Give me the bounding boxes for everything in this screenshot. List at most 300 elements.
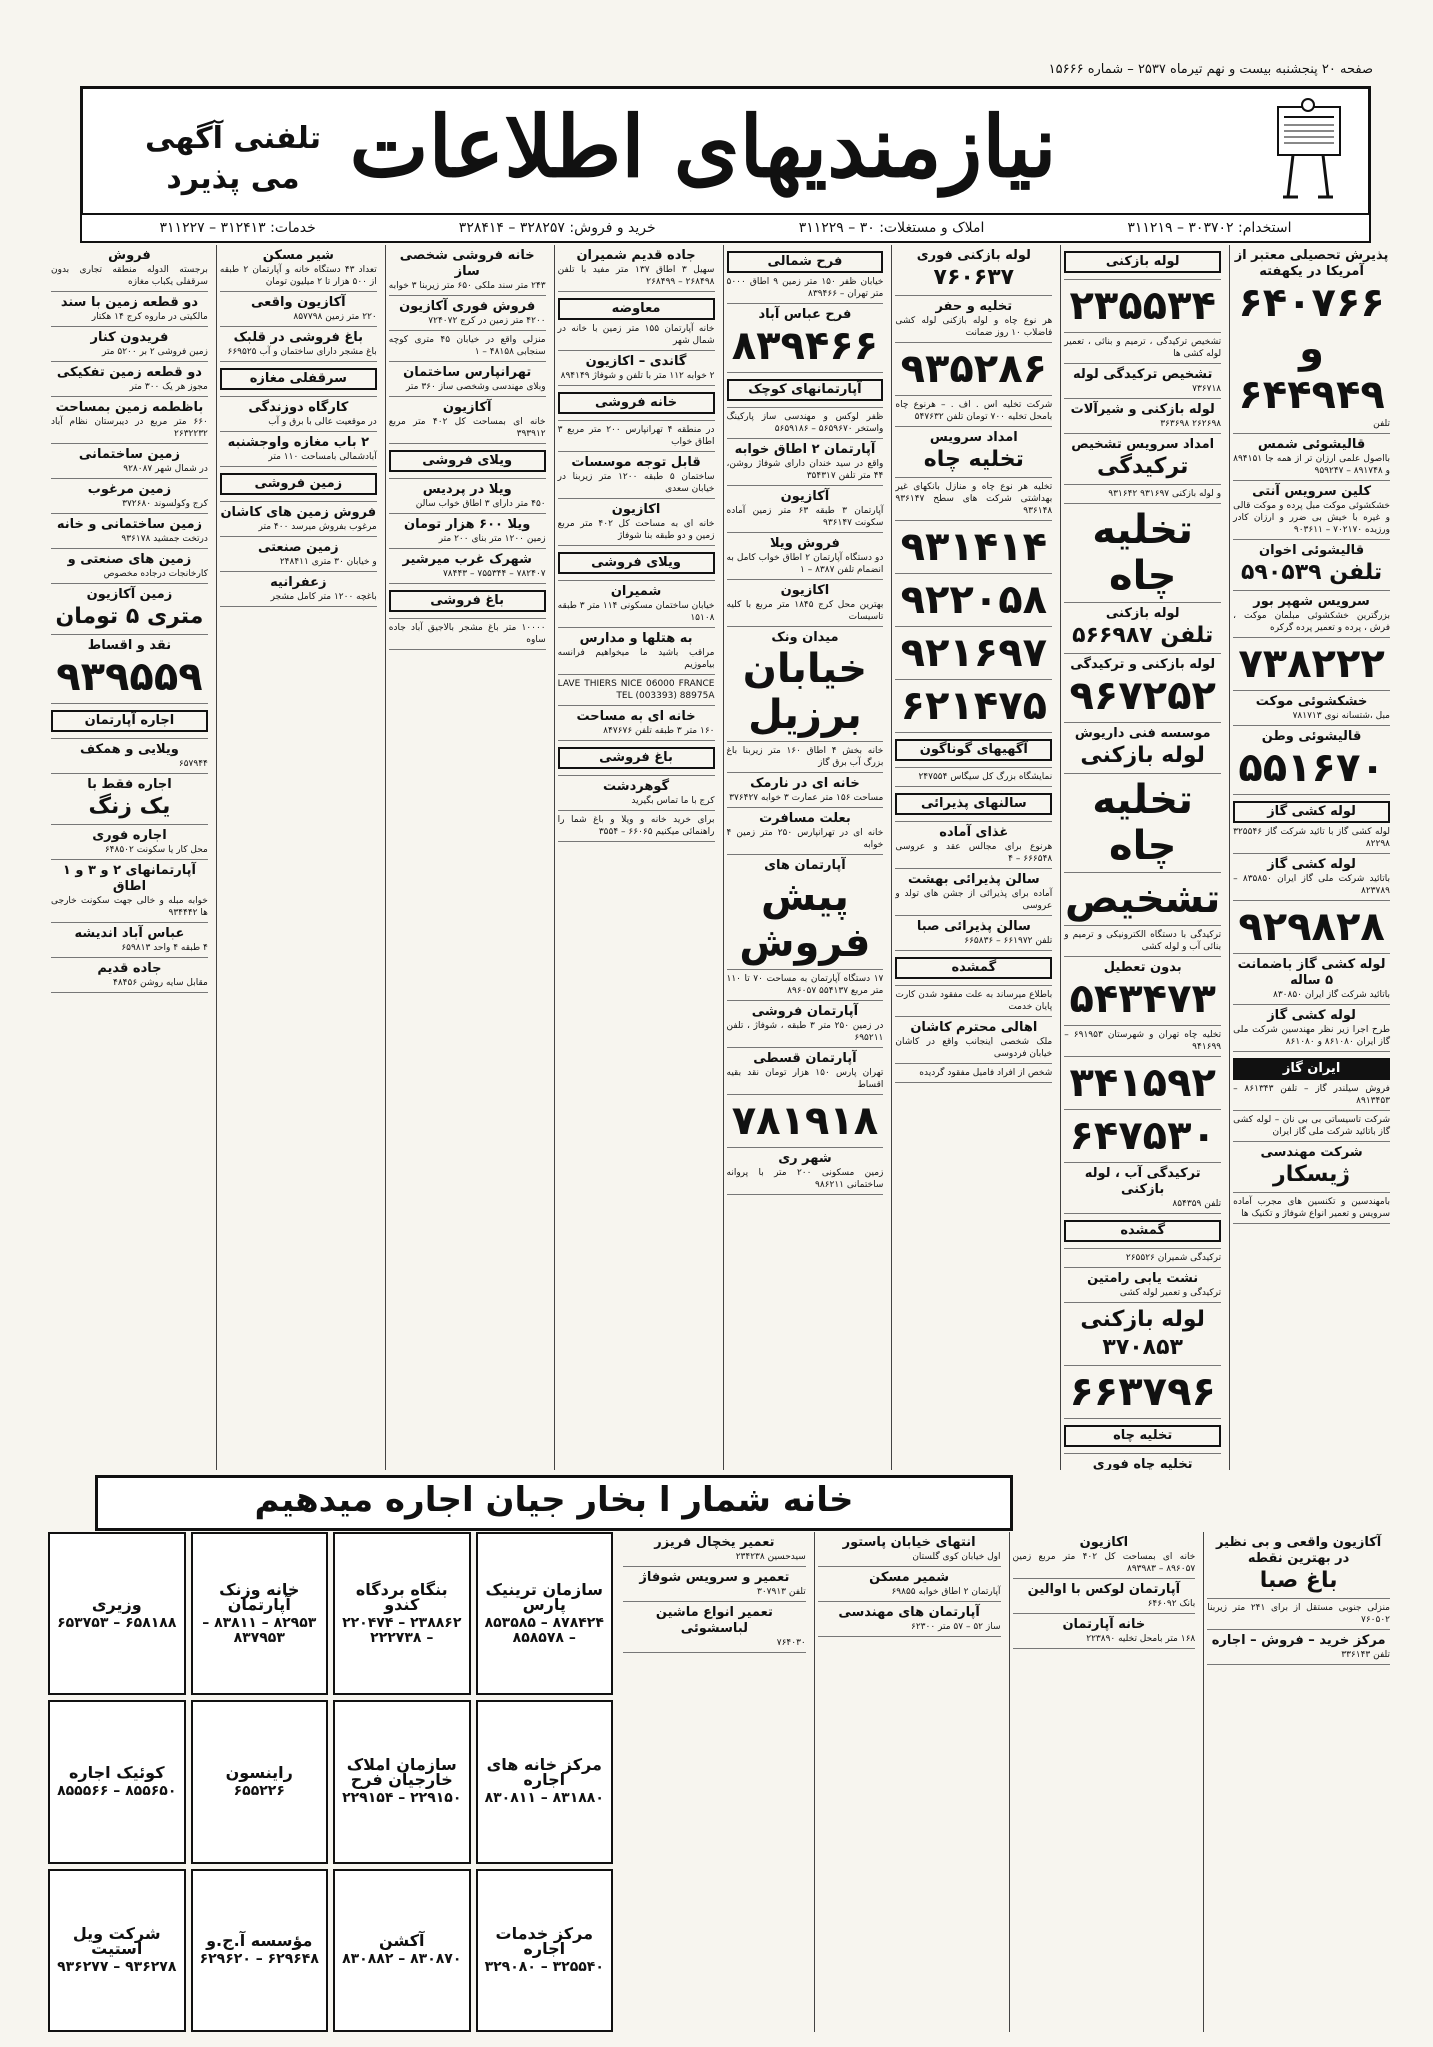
classified-ad xyxy=(727,1148,884,1195)
ad-heading: ۲ باب مغازه واوجشنبه xyxy=(227,435,370,450)
agency-phones: ۲۲۹۱۵۰ – ۲۲۹۱۵۴ xyxy=(342,1790,462,1807)
classified-ad xyxy=(389,549,546,584)
ad-heading: فروش xyxy=(108,248,151,263)
ad-heading: خانه ای به مساحت xyxy=(576,709,696,724)
classified-ad xyxy=(558,386,715,421)
classified-ad xyxy=(727,373,884,408)
agency-logo xyxy=(191,1532,329,1695)
ad-body-text: تخلیه چاه تهران و شهرستان ۶۹۱۹۵۳ – ۹۴۱۶۹۹ xyxy=(1064,1030,1222,1052)
ad-body-text: آپارتمان ۳ طبقه ۶۳ متر زمین آماده سکونت ۹۳۶۱۴۷ xyxy=(726,506,884,528)
ad-body-text: سیدحسین ۲۳۴۲۳۸ xyxy=(735,1552,806,1562)
classified-ad xyxy=(1064,1057,1221,1110)
ad-highlight: تلفن ۵۶۶۹۸۷ xyxy=(1072,623,1214,648)
classified-ad xyxy=(895,478,1052,521)
classified-ad xyxy=(558,292,715,351)
ad-body-text: باغ مشجر دارای ساختمان و آب ۶۶۹۵۲۵ xyxy=(227,347,377,357)
ad-body-text: تهران پارس ۱۵۰ هزار تومان نقد بقیه اقساط xyxy=(726,1068,884,1090)
ad-boxed-heading: ویلای فروشی xyxy=(558,552,715,574)
classified-ad xyxy=(727,1048,884,1095)
ad-body-text: ۲ خوابه ۱۱۲ متر با تلفن و شوفاژ ۸۹۴۱۴۹ xyxy=(560,371,715,381)
agency-phones: ۸۵۵۶۵۰ – ۸۵۵۵۶۶ xyxy=(57,1782,177,1799)
ad-heading: گوهردشت xyxy=(603,779,670,794)
ad-heading: گاندی – اکازیون xyxy=(585,354,687,369)
phone-realestate: املاک و مستغلات: ۳۰ – ۳۱۱۲۲۹ xyxy=(798,220,985,236)
bottom-column-4 xyxy=(620,1532,809,2032)
ad-body-text: خوابه مبله و خالی جهت سکونت خارجی ها ۹۳۴۴۴۲ xyxy=(51,896,208,918)
ad-body-text: خشکشوئی موکت مبل پرده و موکت قالی و غیره با خیش بی ضرر و ارزان کادر ورزیده ۷۰۲۱۷۰ – ۹۰۳۶۱۱ xyxy=(1233,501,1390,535)
ad-heading: اکازیون xyxy=(1079,1535,1129,1550)
classified-ad xyxy=(1013,1532,1196,1579)
classified-ad xyxy=(727,742,884,773)
column-6 xyxy=(385,245,549,1470)
ad-highlight: یک زنگ xyxy=(88,794,171,819)
classified-ad xyxy=(727,439,884,486)
classified-ad xyxy=(220,537,377,572)
classified-ad xyxy=(818,1532,1001,1567)
ad-heading: آپارتمان ۲ اطاق خوابه xyxy=(734,442,876,457)
classified-ad xyxy=(220,292,377,327)
newspaper-reader-illustration xyxy=(1258,97,1358,207)
ad-heading: دو قطعه زمین تفکیکی xyxy=(56,365,202,380)
ad-phone-number: ۲۳۵۵۳۴ xyxy=(1069,283,1216,329)
classified-ad xyxy=(558,546,715,581)
ad-body-text: باتائید شرکت گاز ایران ۸۳۰۸۵۰ xyxy=(1273,990,1390,1000)
classified-ad xyxy=(558,741,715,776)
ad-boxed-heading: فرح شمالی xyxy=(727,251,884,273)
issue-line: صفحه ۲۰ پنجشنبه بیست و نهم تیرماه ۲۵۳۷ – شماره ۱۵۶۶۶ xyxy=(1048,62,1373,77)
ad-heading: تعمیر یخچال فریزر xyxy=(654,1535,775,1550)
ad-boxed-heading: آگهیهای گوناگون xyxy=(895,739,1052,761)
ad-body-text: برای خرید خانه و ویلا و باغ شما را راهنمائی میکنیم ۶۶۰۶۵ – ۳۵۵۴ xyxy=(557,815,715,837)
ad-heading: امداد سرویس xyxy=(929,430,1018,445)
ad-body-text: کرج با ما تماس بگیرید xyxy=(631,796,715,806)
ad-body-text: اول خیابان کوی گلستان xyxy=(912,1552,1001,1562)
classified-ad xyxy=(1064,723,1221,774)
column-8 xyxy=(48,245,211,1470)
classified-ad xyxy=(389,619,546,650)
ad-body-text: مجوز هر یک ۳۰۰ متر xyxy=(129,382,208,392)
ad-heading: اکازیون xyxy=(611,502,661,517)
ad-boxed-heading: لوله کشی گاز xyxy=(1233,801,1390,823)
agency-phones: ۳۲۵۵۴۰ – ۳۲۹۰۸۰ xyxy=(484,1958,604,1975)
classified-ad xyxy=(220,467,377,502)
ad-body-text: در شمال شهر ۹۲۸۰۸۷ xyxy=(123,464,208,474)
ad-boxed-heading: معاوضه xyxy=(558,298,715,320)
classified-ad xyxy=(51,704,208,739)
ad-boxed-heading: آپارتمانهای کوچک xyxy=(727,379,884,401)
agency-name: مرکز خدمات اجاره xyxy=(495,1923,593,1958)
ad-heading: زمین آکازیون xyxy=(86,587,173,602)
ad-body-text: مساحت ۱۵۶ متر عمارت ۳ خوابه ۳۷۶۴۲۷ xyxy=(729,793,884,803)
classified-ad xyxy=(895,574,1052,627)
ad-heading: نشت یابی رامتین xyxy=(1087,1271,1199,1286)
ad-body-text: کارخانجات درجاده مخصوص xyxy=(103,569,208,579)
classified-ad xyxy=(1064,1214,1221,1249)
ad-body-text: خیابان ساختمان مسکونی ۱۱۴ متر ۳ طبقه ۱۵۱۰۸ xyxy=(557,601,715,623)
ad-phone-number: ۹۳۱۴۱۴ xyxy=(900,524,1048,570)
ad-heading: کلین سرویس آنتی xyxy=(1252,484,1372,499)
classified-ad xyxy=(1064,504,1221,603)
bottom-column-1 xyxy=(1203,1532,1393,2032)
classified-ad xyxy=(389,397,546,444)
ad-heading: لوله بازکنی و ترکیدگی xyxy=(1070,657,1216,672)
classified-ad xyxy=(1064,1026,1221,1057)
classified-ad xyxy=(51,774,208,825)
classified-ad xyxy=(220,432,377,467)
classified-ad xyxy=(558,675,715,706)
ad-heading: بدون تعطیل xyxy=(1103,960,1182,975)
ad-heading: غذای آماده xyxy=(939,825,1009,840)
ad-body-text: خیابان ظفر ۱۵۰ متر زمین ۹ اطاق ۵۰۰۰ متر تهران – ۸۳۹۴۶۶ xyxy=(726,277,884,299)
column-5 xyxy=(554,245,718,1470)
ad-body-text: برجسته الدوله منطقه تجاری بدون سرقفلی یکباب مغازه xyxy=(51,265,208,287)
classified-ad xyxy=(51,397,208,444)
ad-body-text: ۱۶۸ متر بامحل تخلیه ۲۲۳۸۹۰ xyxy=(1086,1634,1196,1644)
ad-body-text: محل کار یا سکونت ۶۴۸۵۰۲ xyxy=(104,845,208,855)
ad-boxed-heading: ایران گاز xyxy=(1233,1058,1390,1080)
ad-phone-number: ۹۳۹۵۵۹ xyxy=(56,654,203,700)
ad-body-text: ۲۴۳ متر سند ملکی ۶۵۰ متر زیربنا ۳ خوابه xyxy=(388,281,546,291)
ad-body-text: باطلاع میرساند به علت مفقود شدن کارت پایان خدمت xyxy=(895,990,1053,1012)
classified-ad xyxy=(220,362,377,397)
classified-ad xyxy=(1013,1614,1196,1649)
classified-ad xyxy=(895,627,1052,680)
ad-body-text: مراقب باشید ما میخواهیم فرانسه بیاموزیم xyxy=(557,648,715,670)
classified-ad xyxy=(895,521,1052,574)
ad-body-text: مالکیتی در ماروه کرج ۱۴ هکتار xyxy=(91,312,208,322)
classified-ad xyxy=(558,811,715,842)
ad-body-text: ۶۶۰ متر مربع در دیبرستان نظام آباد ۲۶۳۲۲۳۲ xyxy=(51,417,208,439)
classified-ad xyxy=(389,331,546,362)
ad-heading: آپارتمان لوکس با اوالین xyxy=(1027,1582,1181,1597)
classified-ad xyxy=(51,292,208,327)
agency-phones: ۶۲۹۶۴۸ – ۶۲۹۶۲۰ xyxy=(199,1951,319,1968)
classified-ad xyxy=(220,502,377,537)
classified-ad xyxy=(220,572,377,607)
ad-heading: آکازیون xyxy=(442,400,492,415)
classified-ad xyxy=(727,1095,884,1148)
column-1 xyxy=(1229,245,1393,1470)
ad-heading: ویلا ۶۰۰ هزار تومان xyxy=(404,517,531,532)
column-4 xyxy=(723,245,887,1470)
ad-body-text: وبلای مهندسی وشخصی ساز ۳۶۰ متر xyxy=(405,382,546,392)
ad-body-text: ۱۰۰۰۰ متر باغ مشجر بالاجیق آباد جاده ساوه xyxy=(388,623,546,645)
classified-ad xyxy=(1233,245,1390,434)
phone-services: خدمات: ۳۱۲۴۱۳ – ۳۱۱۲۲۷ xyxy=(159,220,316,236)
ad-body-text: ترکیدگی شمیران ۲۶۵۵۲۶ xyxy=(1125,1253,1222,1263)
classified-ad xyxy=(1013,1579,1196,1614)
agency-name: آکشن xyxy=(379,1931,425,1951)
classified-ad xyxy=(895,951,1052,986)
agency-logo xyxy=(191,1869,329,2032)
ad-heading: اجاره فوری xyxy=(92,828,167,843)
ad-boxed-heading: زمین فروشی xyxy=(220,473,377,495)
ad-phone-number: تشخیص xyxy=(1064,876,1221,922)
classified-ad xyxy=(1233,954,1390,1005)
agency-phones: ۸۳۰۸۷۰ – ۸۳۰۸۸۲ xyxy=(342,1951,462,1968)
masthead xyxy=(80,86,1371,217)
classified-ad xyxy=(1233,638,1390,691)
column-7 xyxy=(216,245,380,1470)
ad-body-text: ترکیدگی با دستگاه الکترونیکی و ترمیم و بنائی آب و لوله کشی xyxy=(1064,930,1222,952)
ad-body-text: شرکت تخلیه اس . اف . – هرنوع چاه بامحل تخلیه ۷۰۰ تومان تلفن ۵۴۷۶۳۲ xyxy=(895,400,1053,422)
classified-ad xyxy=(1233,591,1390,638)
ad-body-text: هر نوع چاه و لوله بازکنی لوله کشی فاضلاب ۱۰ روز ضمانت xyxy=(895,316,1053,338)
classified-ad xyxy=(895,916,1052,951)
ad-body-text: در موقعیت عالی با برق و آب xyxy=(268,417,377,427)
ad-boxed-heading: باغ فروشی xyxy=(558,747,715,769)
ad-boxed-heading: ویلای فروشی xyxy=(389,450,546,472)
ad-heading: فروش فوری آکازیون xyxy=(399,299,536,314)
ad-body-text: دو دستگاه آپارتمان ۲ اطاق خواب کامل به انضمام تلفن ۸۳۸۷ – ۱ xyxy=(726,553,884,575)
ad-phone-number: ۷۳۸۲۲۲ xyxy=(1238,641,1385,687)
ad-heading: به هتلها و مدارس xyxy=(579,631,693,646)
agency-name: مرکز خانه های اجاره xyxy=(486,1755,602,1790)
ad-heading: آپارتمان های xyxy=(764,858,846,873)
classified-ad xyxy=(51,549,208,584)
classified-ad xyxy=(818,1602,1001,1637)
ad-heading: شرکت مهندسی xyxy=(1260,1145,1363,1160)
ad-heading: آپارتمان قسطی xyxy=(753,1051,857,1066)
classified-ad xyxy=(1064,957,1221,1026)
ad-heading: سالن پذیرائی بهشت xyxy=(908,872,1040,887)
ad-heading: باظطمه زمین بمساحت xyxy=(55,400,204,415)
ad-body-text: ۷۶۴۰۳۰ xyxy=(776,1638,806,1648)
ad-phone-number: ۳۴۱۵۹۲ xyxy=(1069,1060,1216,1106)
ad-body-text: مبل ،شتسانه نوی ۷۸۱۷۱۳ xyxy=(1292,711,1390,721)
ad-heading: اهالی محترم کاشان xyxy=(910,1020,1038,1035)
ad-heading: شمیر مسکن xyxy=(869,1570,950,1585)
classified-ad xyxy=(895,787,1052,822)
ad-heading: اجاره فقط با xyxy=(87,777,172,792)
classified-ad xyxy=(895,396,1052,427)
agency-name: مؤسسه آ.ج.و xyxy=(206,1931,313,1951)
ad-body-text: تلفن ۳۰۷۹۱۳ xyxy=(756,1587,806,1597)
classified-ad xyxy=(895,296,1052,343)
ad-phone-number: ۸۳۹۴۶۶ xyxy=(731,323,879,369)
ad-body-text: بااصول علمی ارزان تر از همه جا ۸۹۴۱۵۱ و ۸۹۱۷۴۸ – ۹۵۹۲۴۷ xyxy=(1233,454,1390,476)
ad-body-text: طرح اجرا زیر نظر مهندسین شرکت ملی گاز ایران ۸۶۱۰۸۰ و ۸۶۱۰۸۰ xyxy=(1233,1025,1390,1047)
ad-body-text: ۴۵۰ متر دارای ۳ اطاق خواب سالن xyxy=(415,499,546,509)
ad-phone-number: تخلیه چاه xyxy=(1092,507,1194,599)
classified-ad xyxy=(895,869,1052,916)
ad-highlight: باغ صبا xyxy=(1259,1568,1338,1593)
classified-ad xyxy=(895,986,1052,1017)
classified-ad xyxy=(1064,1268,1221,1303)
ad-body-text: تلفن ۶۶۱۹۷۲ – ۶۶۵۸۳۶ xyxy=(964,936,1053,946)
ad-heading: زعفرانیه xyxy=(270,575,327,590)
classified-ad xyxy=(727,808,884,855)
classified-ad xyxy=(1233,1005,1390,1052)
ad-body-text: کرج وکولسوند ۳۷۲۶۸۰ xyxy=(122,499,208,509)
ad-heading: قالیشوئی اخوان xyxy=(1259,543,1365,558)
ad-phone-number: ۵۴۳۴۷۳ xyxy=(1069,976,1216,1022)
classified-ad xyxy=(1064,333,1221,364)
classified-ad xyxy=(558,421,715,452)
classified-ad xyxy=(1064,485,1221,504)
classified-ad xyxy=(1207,1599,1390,1630)
ad-body-text: تخلیه هر نوع چاه و منازل بانکهای غیر بهداشتی شرکت های سطح ۹۳۶۱۴۷ ۹۳۶۱۴۸ xyxy=(895,482,1053,516)
classified-ad xyxy=(1233,434,1390,481)
ad-heading: انتهای خیابان پاستور xyxy=(842,1535,976,1550)
ad-heading: فریدون کنار xyxy=(90,330,169,345)
ad-boxed-heading: گمشده xyxy=(895,957,1052,979)
ad-body-text: ۷۳۶۷۱۸ xyxy=(1192,384,1222,394)
bottom-columns xyxy=(620,1532,1393,2032)
ad-heading: پذیرش تحصیلی معتبر از آمریکا در یکهفته xyxy=(1234,248,1389,279)
classified-ad xyxy=(1233,854,1390,901)
classified-ad xyxy=(51,860,208,923)
ad-heading: امداد سرویس تشخیص xyxy=(1071,437,1215,452)
ad-phone-number: ۹۲۲۰۵۸ xyxy=(900,577,1048,623)
classified-ad xyxy=(51,584,208,635)
classified-ad xyxy=(220,397,377,432)
agency-logo xyxy=(476,1700,614,1863)
classified-ad xyxy=(51,635,208,704)
classified-ad xyxy=(220,245,377,292)
classified-ad xyxy=(727,580,884,627)
ad-heading: لوله بازکنی xyxy=(1105,606,1180,621)
classified-ad xyxy=(623,1602,806,1653)
classified-ad xyxy=(389,362,546,397)
agency-logo xyxy=(476,1869,614,2032)
classified-ad xyxy=(1064,1163,1221,1214)
ad-heading: اکازیون xyxy=(780,583,830,598)
classified-ad xyxy=(895,768,1052,787)
ad-heading: جاده قدیم xyxy=(97,961,162,976)
ad-body-text: و لوله بازکنی ۹۳۱۶۹۷ ۹۳۱۶۴۲ xyxy=(1108,489,1222,499)
ad-body-text: خانه بخش ۴ اطاق ۱۶۰ متر زیربنا باغ بزرگ آب برق گاز xyxy=(726,746,884,768)
ad-heading: خشکشوئی موکت xyxy=(1255,694,1368,709)
agency-phones: ۶۵۸۱۸۸ – ۶۵۳۷۵۳ xyxy=(57,1614,177,1631)
ad-body-text: منزلی جنوبی مستقل از برای ۲۴۱ متر زیربنا ۷۶۰۵۰۲ xyxy=(1207,1603,1390,1625)
ad-phone-number: خیابان برزیل xyxy=(742,646,868,738)
classified-ad xyxy=(1233,481,1390,540)
ad-body-text: ظفر لوکس و مهندسی ساز پارکینگ واستخر ۵۶۵۹۶۷۰ – ۵۶۵۹۱۸۶ xyxy=(726,412,884,434)
classified-ad xyxy=(1064,1366,1221,1419)
ad-heading: آکازیون xyxy=(780,489,830,504)
ad-phone-number: ۶۴۰۷۶۶ و ۶۴۴۹۴۹ xyxy=(1238,280,1385,418)
ad-body-text: بهترین محل کرج ۱۸۴۵ متر مربع با کلیه تاسیسات xyxy=(726,600,884,622)
phone-bar xyxy=(80,213,1371,243)
classified-ad xyxy=(558,499,715,546)
agency-name: سازمان املاک خارجیان فرح xyxy=(346,1755,457,1790)
ad-body-text: آماده برای پذیرائی از جشن های تولد و عروسی xyxy=(895,889,1053,911)
ad-body-text: ۲۶۲۶۹۸ ۳۶۳۶۹۸ xyxy=(1160,419,1222,429)
ad-boxed-heading: اجاره آپارتمان xyxy=(51,710,208,732)
agency-name: خانه وزنک آپارتمان xyxy=(219,1579,300,1614)
classified-ad xyxy=(1233,1193,1390,1224)
classified-ad xyxy=(895,733,1052,768)
ad-heading: باغ فروشی در قلبک xyxy=(233,330,364,345)
ad-heading: لوله کشی گاز xyxy=(1267,857,1356,872)
classified-ad xyxy=(895,343,1052,396)
ad-heading: عباس آباد اندیشه xyxy=(74,926,185,941)
ad-heading: تخلیه و حفر xyxy=(935,299,1013,314)
ad-phone-number: ۹۲۹۸۲۸ xyxy=(1238,904,1385,950)
classified-ad xyxy=(51,362,208,397)
ad-body-text: تعداد ۴۳ دستگاه خانه و آپارتمان ۲ طبقه از ۵۰۰ هزار تا ۲ میلیون تومان xyxy=(219,265,377,287)
agency-name: وزیری xyxy=(91,1594,142,1614)
ad-body-text: در منطقه ۴ تهرانپارس ۲۰۰ متر مربع ۳ اطاق خواب xyxy=(557,425,715,447)
classified-ad xyxy=(1233,1111,1390,1142)
ad-heading: ویلا در پردیس xyxy=(422,482,512,497)
ad-body-text: خانه ای بمساحت کل ۴۰۲ متر مربع زمین ۸۹۶۰۵۷ – ۸۹۳۹۸۳ xyxy=(1012,1552,1196,1574)
classified-ad xyxy=(558,452,715,499)
classified-ad xyxy=(1233,1142,1390,1193)
ad-phone-number: ۶۶۳۷۹۶ xyxy=(1069,1369,1216,1415)
ad-body-text: آپارتمان ۲ اطاق خوابه ۶۹۸۵۵ xyxy=(891,1587,1001,1597)
ad-heading: آکازیون واقعی و بی نظیر در بهترین نقطه xyxy=(1216,1535,1382,1566)
classified-ad xyxy=(895,822,1052,869)
ad-boxed-heading: تخلیه چاه xyxy=(1064,1425,1221,1447)
classified-ad xyxy=(727,304,884,373)
ad-heading: آپارتمانهای ۲ و ۳ و ۱ اطاق xyxy=(62,863,196,894)
ad-highlight: ۷۶۰۶۳۷ xyxy=(933,265,1015,290)
ad-body-text: واقع در سید خندان دارای شوفاژ روشن، ۴۴ متر تلفن ۳۵۴۳۱۷ xyxy=(726,459,884,481)
ad-body-text: ۴۲۰۰ متر زمین در کرج ۷۲۴۰۷۲ xyxy=(428,316,546,326)
agency-name: بنگاه بردگاه کندو xyxy=(355,1579,448,1614)
agency-name: شرکت ویل استیت xyxy=(72,1923,161,1958)
classified-ad xyxy=(51,514,208,549)
agency-logo xyxy=(191,1700,329,1863)
ad-heading: فرح عباس آباد xyxy=(758,307,852,322)
classified-ad xyxy=(1064,603,1221,654)
agency-logo xyxy=(48,1532,186,1695)
agency-phones: ۸۳۱۸۸۰ – ۸۳۰۸۱۱ xyxy=(484,1790,604,1807)
ad-body-text: خانه آپارتمان ۱۵۵ متر زمین با خانه در شمال شهر xyxy=(557,324,715,346)
agency-logo xyxy=(333,1869,471,2032)
ad-heading: ترکیدگی آب ، لوله بازکنی xyxy=(1084,1166,1201,1197)
ad-boxed-heading: خانه فروشی xyxy=(558,392,715,414)
ad-heading: شمیران xyxy=(610,584,662,599)
agency-logo xyxy=(333,1700,471,1863)
classified-ad xyxy=(1064,1419,1221,1454)
classified-ad xyxy=(558,351,715,386)
ad-body-text: درتخت جمشید ۹۳۶۱۷۸ xyxy=(121,534,208,544)
agency-phones: ۸۲۹۵۳ – ۸۳۸۱۱ – ۸۳۷۹۵۳ xyxy=(202,1614,317,1646)
ad-heading: لوله بازکنی و شیرآلات xyxy=(1070,402,1215,417)
ad-body-text: تشخیص ترکیدگی ، ترمیم و بنائی ، تعمیر لوله کشی ها xyxy=(1064,337,1222,359)
ad-body-text: ساز ۵۲ – ۵۷ متر ۶۲۳۰۰ xyxy=(911,1622,1001,1632)
ad-heading: زمین ساختمانی و خانه xyxy=(56,517,203,532)
agency-phones: ۶۵۵۲۲۶ xyxy=(233,1782,285,1799)
ad-heading: لوله کشی گاز باضمانت ۵ ساله xyxy=(1237,957,1386,988)
classified-ad xyxy=(389,245,546,296)
ad-body-text: ۲۲۰ متر زمین ۸۵۷۷۹۸ xyxy=(293,312,377,322)
ad-heading: تعمیر و سرویس شوفاژ xyxy=(639,1570,790,1585)
agency-name: راینسون xyxy=(225,1762,293,1782)
ad-body-text: بامهندسین و تکنسین های مجرب آماده سرویس و تعمیر انواع شوفاژ و تکنیک ها xyxy=(1233,1197,1390,1219)
classified-ad xyxy=(1233,540,1390,591)
classified-ad xyxy=(1064,654,1221,723)
ad-phone-number: ۹۳۵۲۸۶ xyxy=(900,346,1048,392)
classified-ad xyxy=(558,628,715,675)
classified-ad xyxy=(51,825,208,860)
bottom-column-2 xyxy=(1009,1532,1199,2032)
ad-body-text: خانه ای به مساحت کل ۴۰۲ متر مربع زمین و دو طبقه بنا شوفاژ xyxy=(557,519,715,541)
classified-ad xyxy=(623,1567,806,1602)
ad-body-text: ساختمان ۵ طبقه ۱۲۰۰ متر زیربنا در خیابان سعدی xyxy=(557,472,715,494)
ad-heading: آپارتمان های مهندسی xyxy=(838,1605,980,1620)
ad-phone-number: ۹۶۷۲۵۲ xyxy=(1069,673,1216,719)
classified-ad xyxy=(1233,901,1390,954)
classified-ad xyxy=(558,245,715,292)
classified-ad xyxy=(895,245,1052,296)
classified-ad xyxy=(727,245,884,304)
agency-logo xyxy=(48,1869,186,2032)
classified-ad xyxy=(623,1532,806,1567)
